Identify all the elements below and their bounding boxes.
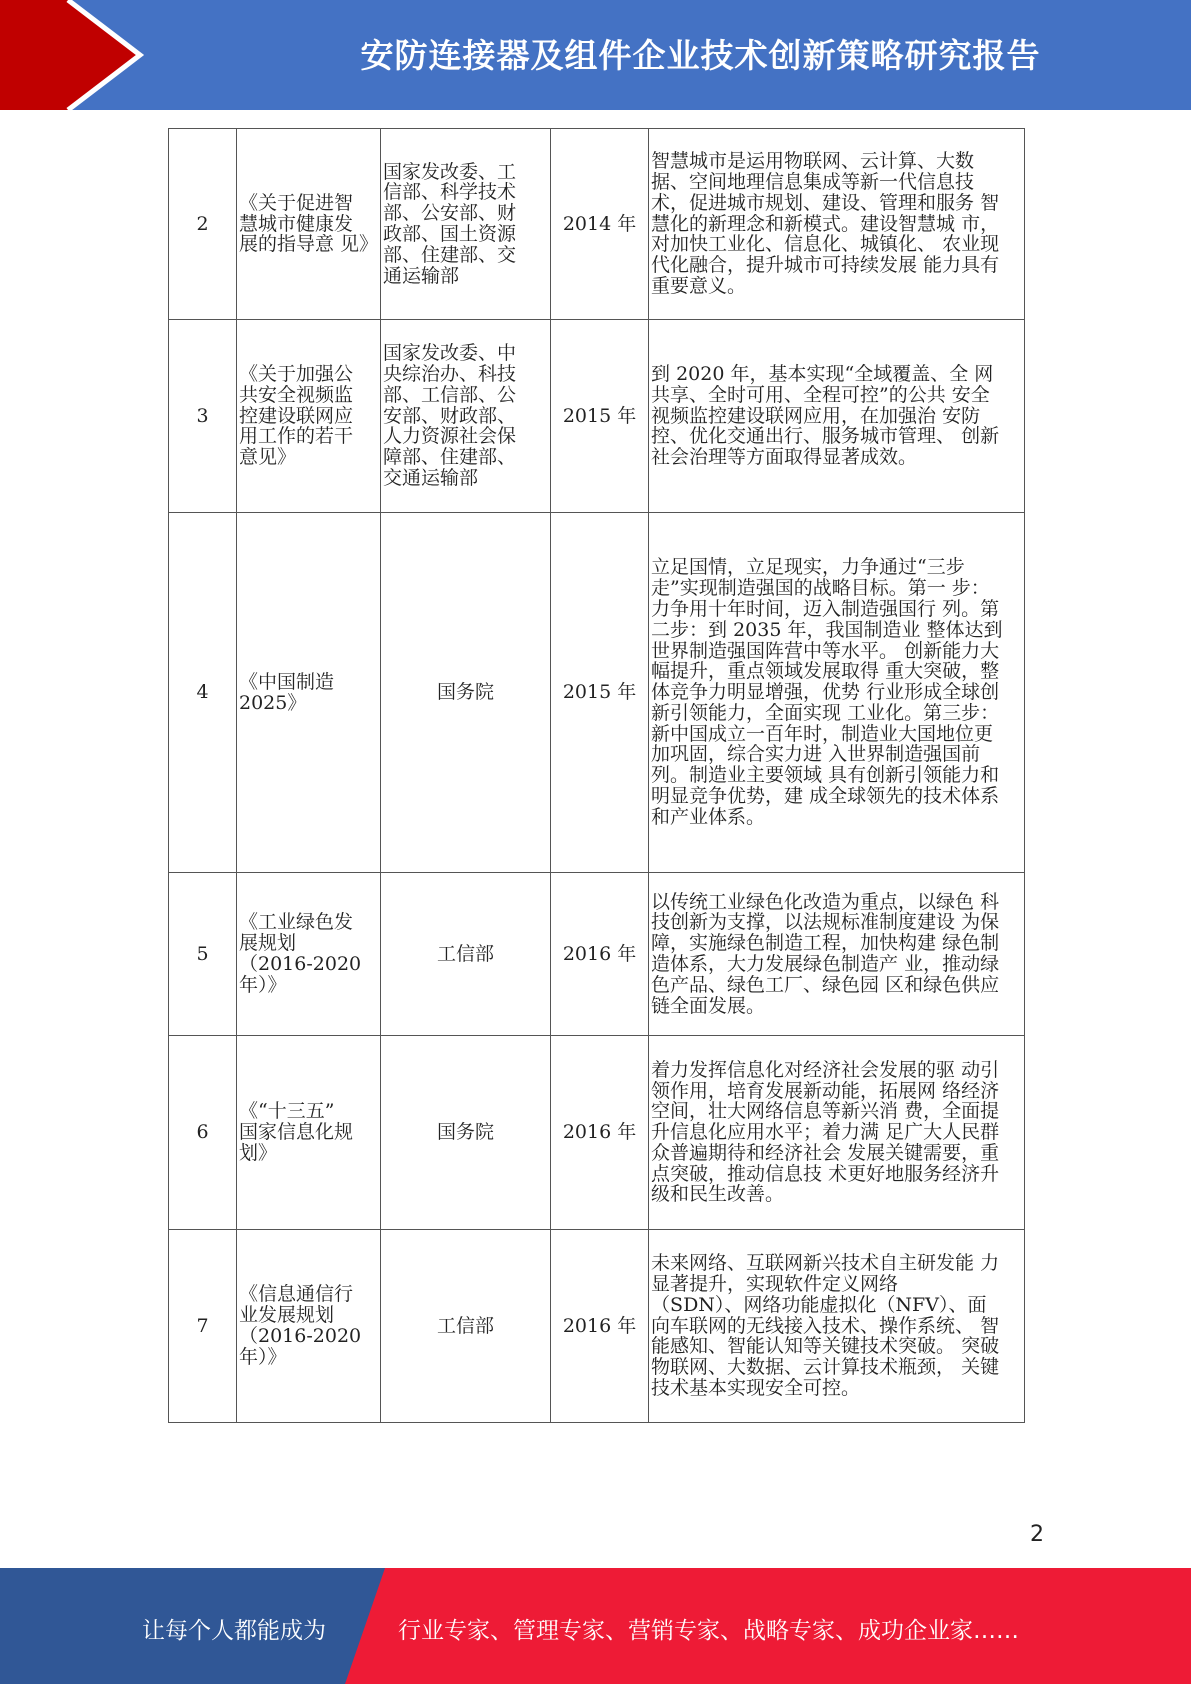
- issue-year: 2016 年: [551, 873, 649, 1036]
- issuing-department: 工信部: [381, 1230, 551, 1423]
- policy-name: 《中国制造 2025》: [237, 513, 381, 873]
- issue-year: 2014 年: [551, 129, 649, 320]
- table-row: [169, 129, 1025, 320]
- table-row: [169, 513, 1025, 873]
- footer-slogan-left: 让每个人都能成为: [142, 1618, 326, 1644]
- issue-year: 2016 年: [551, 1036, 649, 1230]
- row-number: 7: [169, 1230, 237, 1423]
- policy-name: 《工业绿色发 展规划 （2016-2020 年）》: [237, 873, 381, 1036]
- issue-year: 2016 年: [551, 1230, 649, 1423]
- row-number: 3: [169, 320, 237, 513]
- policy-description: 着力发挥信息化对经济社会发展的驱 动引 领作用，培育发展新动能，拓展网 络经济 空间，壮大网络信息等新兴消 费，全面提 升信息化应用水平；着力满 足广大人民群 众普遍期待和经济社会 发展关键需要，重 点突破，推动信息技 术更好地服务经济升 级和民生改善。: [649, 1036, 1025, 1230]
- issuing-department: 工信部: [381, 873, 551, 1036]
- policy-name: 《“十三五” 国家信息化规 划》: [237, 1036, 381, 1230]
- issue-year: 2015 年: [551, 513, 649, 873]
- row-number: 4: [169, 513, 237, 873]
- policy-name: 《关于加强公 共安全视频监 控建设联网应 用工作的若干 意见》: [237, 320, 381, 513]
- page-footer: [0, 1568, 1191, 1684]
- table-row: [169, 1036, 1025, 1230]
- issue-year: 2015 年: [551, 320, 649, 513]
- issuing-department: 国务院: [381, 1036, 551, 1230]
- issuing-department: 国务院: [381, 513, 551, 873]
- policy-table: [168, 128, 1025, 1423]
- page-header: [0, 0, 1191, 110]
- chevron-decoration-icon: [0, 0, 160, 110]
- policy-description: 未来网络、互联网新兴技术自主研发能 力 显著提升，实现软件定义网络 （SDN）、网络功能虚拟化（NFV）、面 向车联网的无线接入技术、操作系统、 智 能感知、智能认知等关键技术突破。 突破 物联网、大数据、云计算技术瓶颈， 关键 技术基本实现安全可控。: [649, 1230, 1025, 1423]
- issuing-department: 国家发改委、中 央综治办、科技 部、工信部、公 安部、财政部、 人力资源社会保 障部、住建部、 交通运输部: [381, 320, 551, 513]
- row-number: 6: [169, 1036, 237, 1230]
- policy-description: 立足国情，立足现实，力争通过“三步 走”实现制造强国的战略目标。第一 步： 力争用十年时间，迈入制造强国行 列。第 二步：到 2035 年，我国制造业 整体达到 世界制造强国阵营中等水平。 创新能力大 幅提升，重点领域发展取得 重大突破，整 体竞争力明显增强，优势 行业形成全球创 新引领能力，全面实现 工业化。第三步： 新中国成立一百年时，制造业大国地位更 加巩固，综合实力进 入世界制造强国前 列。制造业主要领域 具有创新引领能力和 明显竞争优势，建 成全球领先的技术体系 和产业体系。: [649, 513, 1025, 873]
- row-number: 2: [169, 129, 237, 320]
- table-row: [169, 873, 1025, 1036]
- report-title: 安防连接器及组件企业技术创新策略研究报告: [360, 36, 1041, 75]
- table-row: [169, 320, 1025, 513]
- issuing-department: 国家发改委、工 信部、科学技术 部、公安部、财 政部、国土资源 部、住建部、交 通运输部: [381, 129, 551, 320]
- policy-name: 《关于促进智 慧城市健康发 展的指导意 见》: [237, 129, 381, 320]
- policy-description: 到 2020 年，基本实现“全域覆盖、全 网 共享、全时可用、全程可控”的公共 安全 视频监控建设联网应用，在加强治 安防 控、优化交通出行、服务城市管理、 创新 社会治理等方面取得显著成效。: [649, 320, 1025, 513]
- table-row: [169, 1230, 1025, 1423]
- page-number: 2: [1030, 1522, 1044, 1547]
- footer-slogan-right: 行业专家、管理专家、营销专家、战略专家、成功企业家……: [398, 1618, 1019, 1644]
- row-number: 5: [169, 873, 237, 1036]
- policy-description: 以传统工业绿色化改造为重点，以绿色 科 技创新为支撑，以法规标准制度建设 为保 障，实施绿色制造工程，加快构建 绿色制 造体系，大力发展绿色制造产 业，推动绿 色产品、绿色工厂、绿色园 区和绿色供应 链全面发展。: [649, 873, 1025, 1036]
- policy-description: 智慧城市是运用物联网、云计算、大数 据、空间地理信息集成等新一代信息技 术，促进城市规划、建设、管理和服务 智 慧化的新理念和新模式。建设智慧城 市， 对加快工业化、信息化、城镇化、 农业现 代化融合，提升城市可持续发展 能力具有 重要意义。: [649, 129, 1025, 320]
- policy-name: 《信息通信行 业发展规划 （2016-2020 年）》: [237, 1230, 381, 1423]
